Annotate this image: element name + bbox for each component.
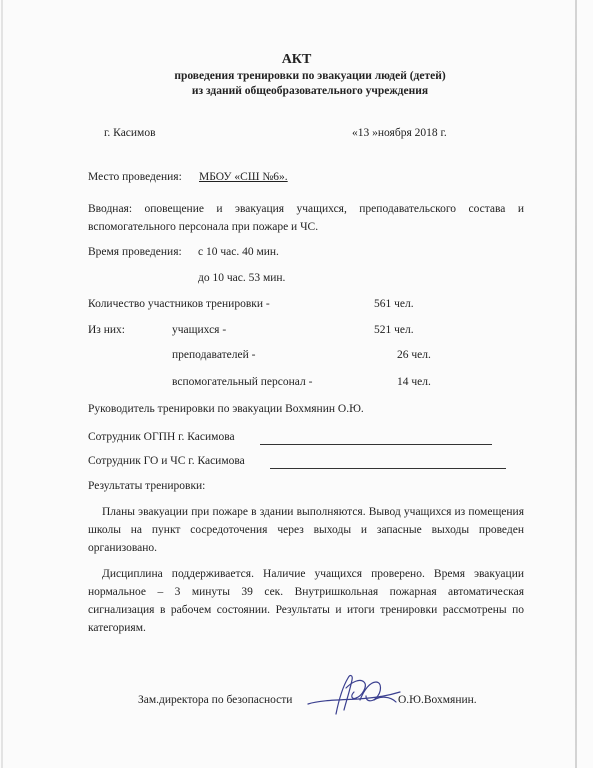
time-from: с 10 час. 40 мин. (198, 246, 279, 258)
venue-label: Место проведения: (88, 171, 182, 183)
scan-edge-right (575, 0, 577, 768)
staff-value: 14 чел. (397, 376, 431, 388)
scan-edge-left (1, 0, 3, 768)
go-label: Сотрудник ГО и ЧС г. Касимова (88, 455, 245, 467)
date: «13 »ноября 2018 г. (352, 127, 447, 139)
doc-subtitle-line1: проведения тренировки по эвакуации людей (детей) (174, 70, 446, 82)
doc-subtitle-line2: из зданий общеобразовательного учреждения (191, 85, 429, 97)
ogpn-label: Сотрудник ОГПН г. Касимова (88, 431, 235, 443)
teachers-label: преподавателей - (172, 349, 256, 361)
venue-value: МБОУ «СШ №6». (199, 171, 288, 183)
results-paragraph-1: Планы эвакуации при пожаре в здании выполняются. Вывод учащихся из помещения школы на пункт сосредоточения через выходы и запасные выходы проведен организовано. (88, 506, 524, 554)
ogpn-signature-line (260, 444, 492, 445)
time-label: Время проведения: (88, 246, 182, 258)
students-label: учащихся - (172, 324, 227, 336)
handwritten-signature (300, 670, 410, 722)
students-value: 521 чел. (374, 324, 414, 336)
results-paragraph-2: Дисциплина поддерживается. Наличие учащихся проверено. Время эвакуации нормальное – 3 минуты 39 сек. Внутришкольная пожарная автоматическая сигнализация в рабочем состоянии. Результаты и итоги тренировки рассмотрены по категориям. (88, 568, 524, 634)
time-to: до 10 час. 53 мин. (198, 272, 286, 284)
go-signature-line (270, 468, 506, 469)
leader-line: Руководитель тренировки по эвакуации Вохмянин О.Ю. (88, 403, 364, 415)
of-them-label: Из них: (88, 324, 125, 336)
city: г. Касимов (104, 127, 156, 139)
staff-label: вспомогательный персонал - (172, 376, 313, 388)
signer-name: О.Ю.Вохмянин. (398, 694, 477, 706)
participants-value: 561 чел. (374, 298, 414, 310)
teachers-value: 26 чел. (397, 349, 431, 361)
participants-label: Количество участников тренировки - (88, 298, 270, 310)
signer-title: Зам.директора по безопасности (138, 694, 293, 706)
intro-text: Вводная: оповещение и эвакуация учащихся, преподавательского состава и вспомогательного персонала при пожаре и ЧС. (88, 203, 524, 233)
doc-title: АКТ (281, 52, 312, 67)
results-label: Результаты тренировки: (88, 480, 206, 492)
